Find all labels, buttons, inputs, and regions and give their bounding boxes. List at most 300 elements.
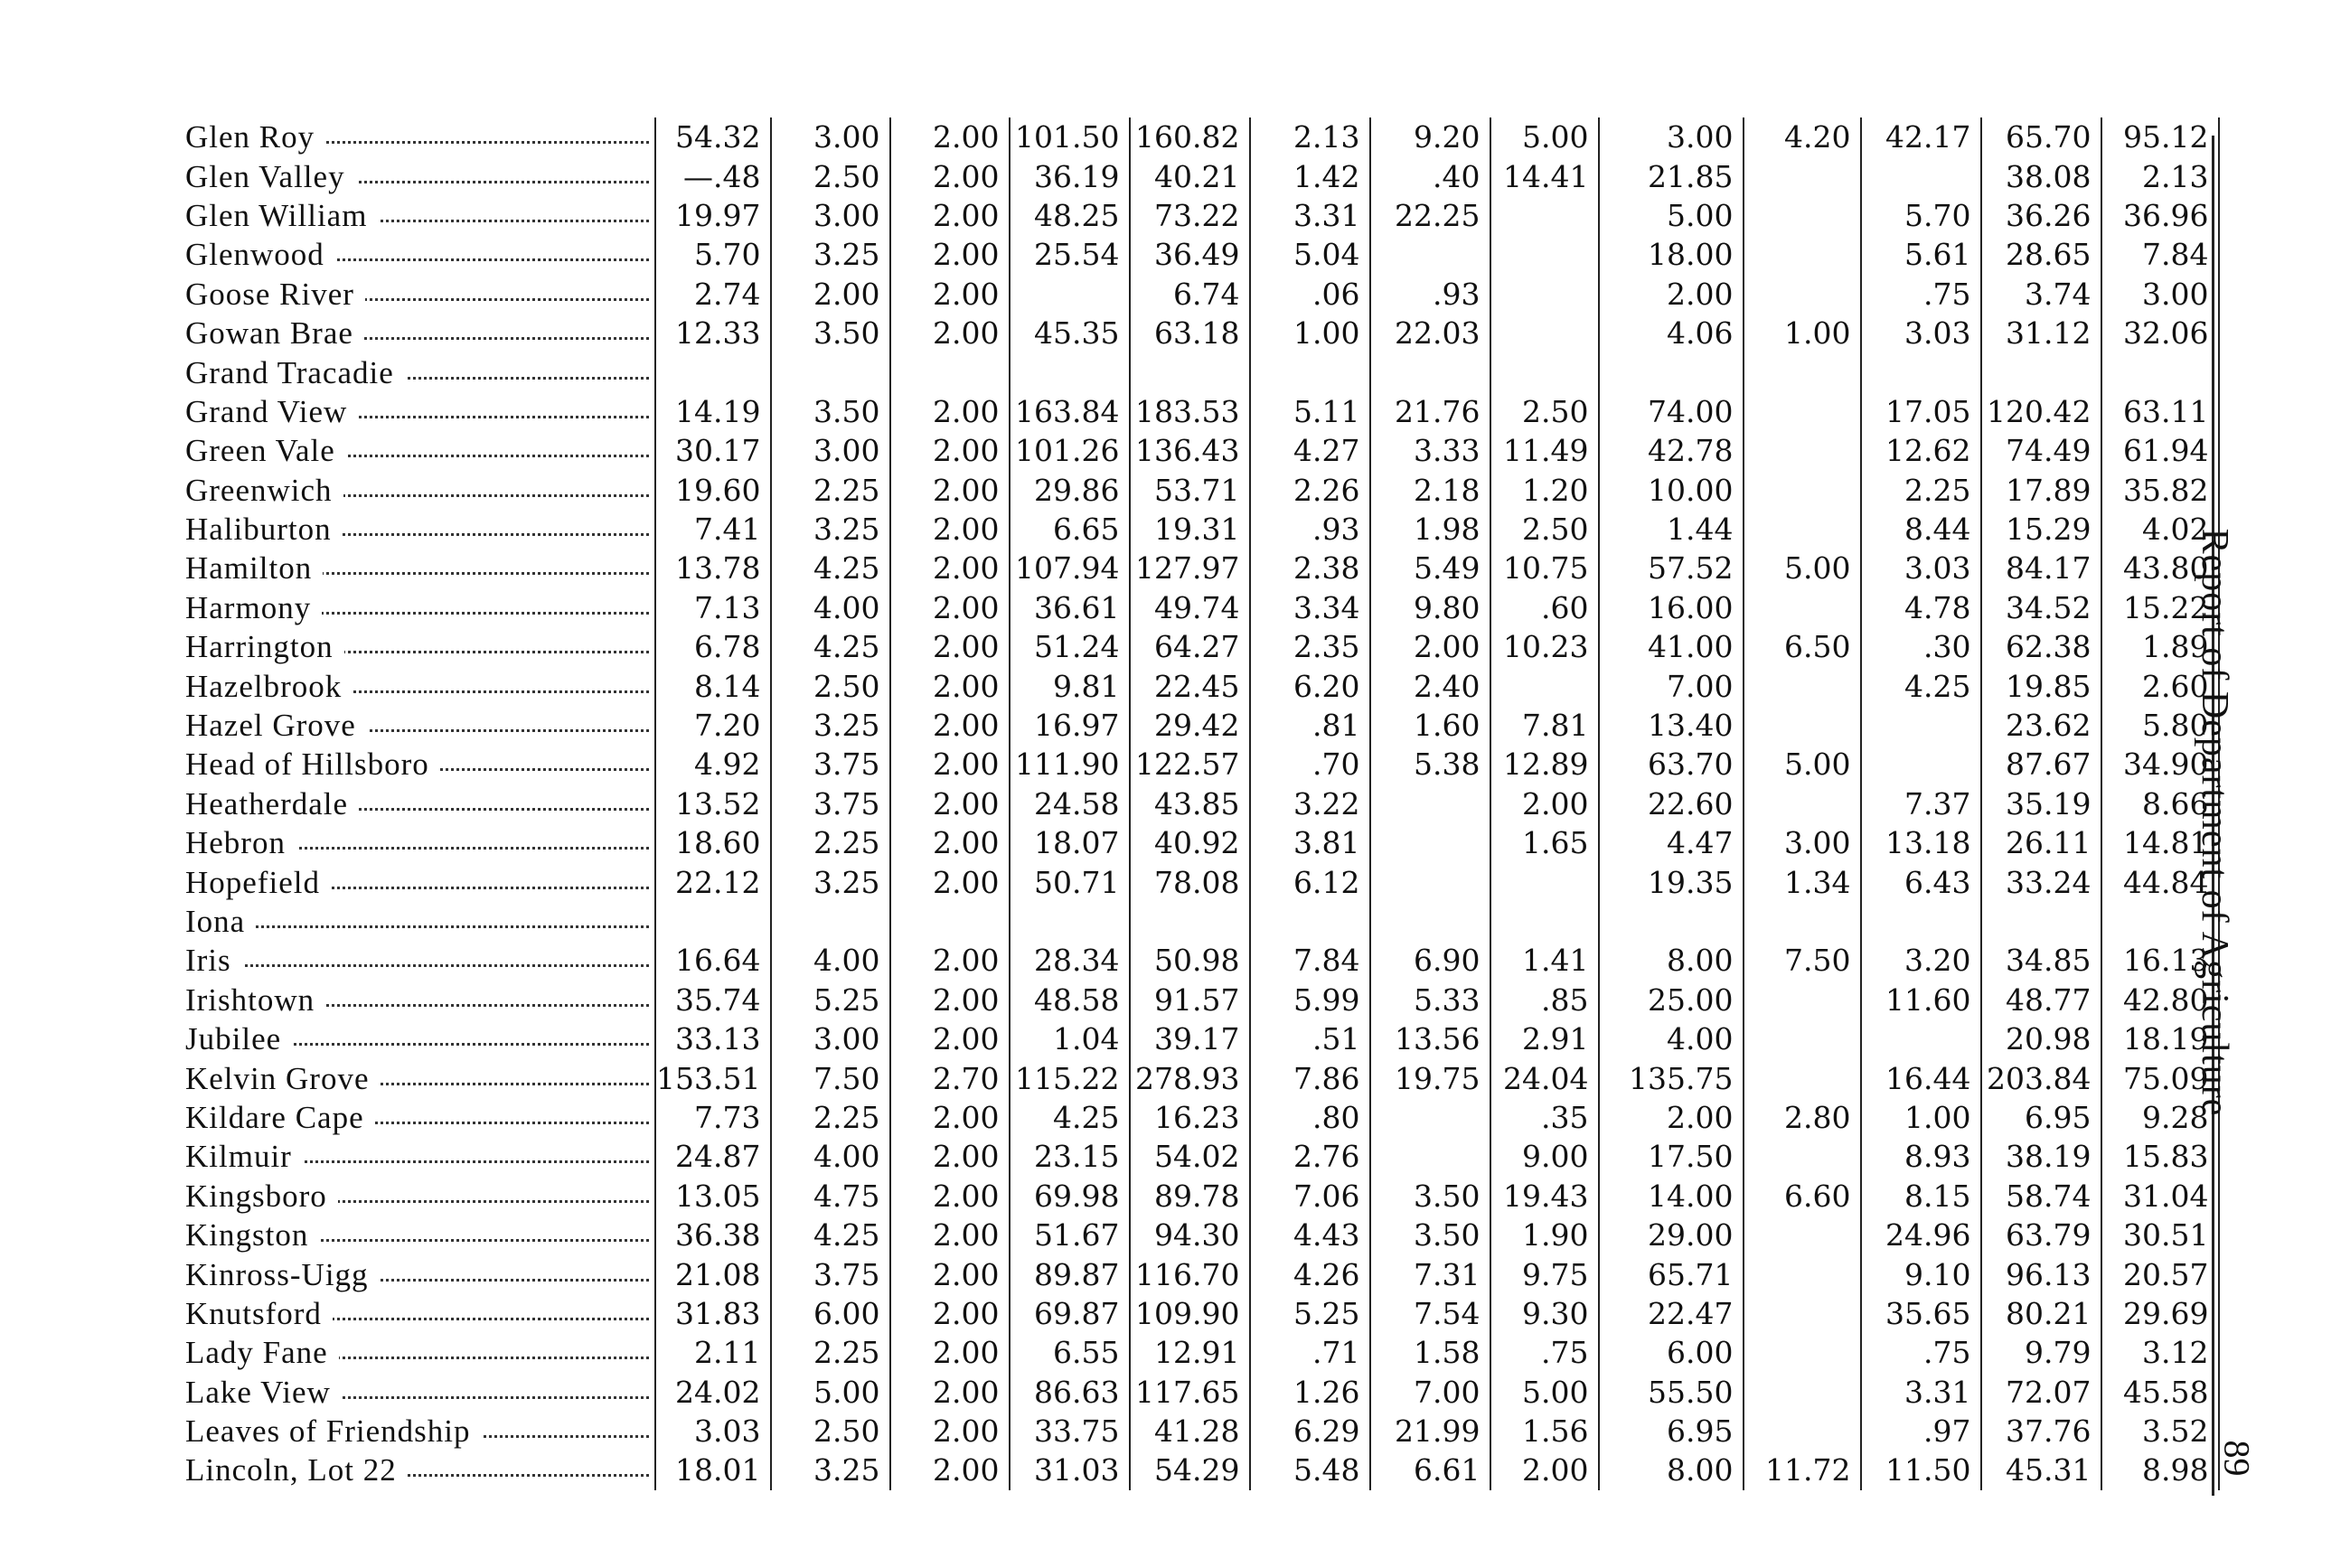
row-label-cell [185,1177,655,1216]
value-cell: 2.00 [890,666,1010,705]
row-label: Harmony [185,590,322,625]
table-row [185,862,2219,901]
value-cell: 1.58 [1370,1333,1490,1372]
value-cell: 1.56 [1490,1412,1599,1451]
dot-leader [185,943,654,979]
row-label: Greenwich [185,473,343,508]
value-cell: 1.00 [1250,314,1370,352]
value-cell [655,902,771,941]
value-cell: 9.75 [1490,1254,1599,1293]
value-cell: 6.60 [1744,1177,1861,1216]
value-cell: 160.82 [1130,117,1250,156]
value-cell: 6.55 [1010,1333,1130,1372]
value-cell: 7.54 [1370,1294,1490,1333]
value-cell [1744,156,1861,195]
value-cell: 3.75 [771,1254,890,1293]
value-cell: .93 [1370,275,1490,314]
value-cell: 8.14 [655,666,771,705]
value-cell [1744,981,1861,1019]
row-label: Heatherdale [185,786,359,822]
value-cell [1744,471,1861,510]
value-cell [1744,275,1861,314]
value-cell: 43.85 [1130,784,1250,823]
value-cell: 16.64 [655,941,771,980]
value-cell: 91.57 [1130,981,1250,1019]
value-cell: 7.50 [771,1058,890,1097]
row-label-cell [185,1333,655,1372]
value-cell: 4.25 [1010,1098,1130,1137]
row-label: Kildare Cape [185,1100,375,1135]
value-cell: 2.50 [1490,510,1599,549]
value-cell: 2.00 [890,1254,1010,1293]
value-cell: 2.00 [890,862,1010,901]
value-cell: 61.94 [2101,431,2219,470]
row-label: Iona [185,904,256,939]
value-cell: 3.25 [771,1451,890,1489]
value-cell: 7.84 [2101,235,2219,274]
value-cell: 2.18 [1370,471,1490,510]
value-cell: 19.31 [1130,510,1250,549]
dot-leader [185,315,654,352]
row-label-cell [185,902,655,941]
value-cell: 35.74 [655,981,771,1019]
value-cell: 16.23 [1130,1098,1250,1137]
value-cell [1861,156,1981,195]
value-cell: 1.34 [1744,862,1861,901]
value-cell: 120.42 [1981,392,2101,431]
dot-leader [185,1099,654,1135]
dot-leader [185,433,654,469]
value-cell: 3.00 [1599,117,1744,156]
value-cell [890,902,1010,941]
row-label-cell [185,862,655,901]
value-cell: 5.33 [1370,981,1490,1019]
value-cell: 35.19 [1981,784,2101,823]
row-label: Hazel Grove [185,708,367,743]
table-row [185,549,2219,587]
value-cell: 5.00 [1744,745,1861,784]
value-cell: 87.67 [1981,745,2101,784]
value-cell: 5.00 [771,1373,890,1412]
value-cell: 53.71 [1130,471,1250,510]
value-cell: 7.31 [1370,1254,1490,1293]
value-cell: 115.22 [1010,1058,1130,1097]
value-cell: 37.76 [1981,1412,2101,1451]
value-cell: .40 [1370,156,1490,195]
value-cell: 2.60 [2101,666,2219,705]
value-cell: 6.12 [1250,862,1370,901]
value-cell: 22.45 [1130,666,1250,705]
dot-leader [185,708,654,744]
table-row [185,627,2219,666]
value-cell [771,902,890,941]
value-cell: 11.72 [1744,1451,1861,1489]
value-cell: 4.00 [1599,1019,1744,1058]
row-label: Hazelbrook [185,669,352,704]
value-cell: 7.06 [1250,1177,1370,1216]
value-cell: 35.65 [1861,1294,1981,1333]
value-cell: 7.20 [655,706,771,745]
value-cell: 3.12 [2101,1333,2219,1372]
value-cell: .85 [1490,981,1599,1019]
value-cell: 7.37 [1861,784,1981,823]
table-row [185,156,2219,195]
value-cell: 4.26 [1250,1254,1370,1293]
value-cell: 38.08 [1981,156,2101,195]
value-cell: 122.57 [1130,745,1250,784]
table-row [185,392,2219,431]
row-label-cell [185,1058,655,1097]
value-cell: 2.00 [890,1216,1010,1254]
side-title [2187,461,2242,1184]
table-row [185,1333,2219,1372]
value-cell: .35 [1490,1098,1599,1137]
value-cell: 2.00 [890,1294,1010,1333]
table-row [185,235,2219,274]
dot-leader [185,158,654,194]
value-cell: 5.25 [1250,1294,1370,1333]
value-cell: 10.75 [1490,549,1599,587]
value-cell: 65.71 [1599,1254,1744,1293]
value-cell [1861,352,1981,391]
value-cell [1370,352,1490,391]
value-cell: 5.38 [1370,745,1490,784]
value-cell: 57.52 [1599,549,1744,587]
value-cell: 2.25 [1861,471,1981,510]
value-cell: 3.25 [771,510,890,549]
row-label: Kelvin Grove [185,1061,380,1096]
value-cell: 33.24 [1981,862,2101,901]
value-cell [1250,902,1370,941]
value-cell: .71 [1250,1333,1370,1372]
value-cell: 4.75 [771,1177,890,1216]
value-cell: 11.60 [1861,981,1981,1019]
value-cell: 1.89 [2101,627,2219,666]
row-label-cell [185,784,655,823]
value-cell: 11.49 [1490,431,1599,470]
value-cell: 101.50 [1010,117,1130,156]
dot-leader [185,1454,654,1486]
value-cell [1490,666,1599,705]
value-cell: 111.90 [1010,745,1130,784]
value-cell [1370,862,1490,901]
row-label-cell [185,981,655,1019]
value-cell: 6.95 [1599,1412,1744,1451]
value-cell: 7.13 [655,588,771,627]
value-cell: 50.71 [1010,862,1130,901]
row-label-cell [185,1098,655,1137]
value-cell: 5.00 [1490,1373,1599,1412]
value-cell: 89.87 [1010,1254,1130,1293]
value-cell: .97 [1861,1412,1981,1451]
value-cell: 2.13 [1250,117,1370,156]
value-cell: 127.97 [1130,549,1250,587]
row-label: Gowan Brae [185,315,364,351]
value-cell: 2.50 [1490,392,1599,431]
value-cell [1744,1373,1861,1412]
value-cell: 16.00 [1599,588,1744,627]
value-cell: 203.84 [1981,1058,2101,1097]
value-cell: 2.00 [890,823,1010,862]
value-cell: 94.30 [1130,1216,1250,1254]
value-cell: .51 [1250,1019,1370,1058]
value-cell: 2.00 [890,1451,1010,1489]
value-cell [1744,1058,1861,1097]
value-cell: 20.98 [1981,1019,2101,1058]
dot-leader [185,550,654,587]
value-cell: 3.03 [655,1412,771,1451]
value-cell: 3.00 [1744,823,1861,862]
value-cell: 2.80 [1744,1098,1861,1137]
value-cell: 7.41 [655,510,771,549]
value-cell: 54.02 [1130,1137,1250,1176]
value-cell: 24.58 [1010,784,1130,823]
value-cell [1861,706,1981,745]
value-cell [1490,235,1599,274]
row-label: Iris [185,943,242,978]
value-cell: 2.00 [890,510,1010,549]
table-row [185,745,2219,784]
row-label-cell [185,117,655,156]
value-cell: 3.03 [1861,314,1981,352]
value-cell: 2.50 [771,666,890,705]
value-cell: 86.63 [1010,1373,1130,1412]
row-label-cell [185,706,655,745]
value-cell [655,352,771,391]
row-label: Hebron [185,825,296,860]
row-label-cell [185,823,655,862]
value-cell: 3.22 [1250,784,1370,823]
value-cell: 5.70 [655,235,771,274]
value-cell: 3.31 [1250,196,1370,235]
value-cell: 19.75 [1370,1058,1490,1097]
value-cell: 5.11 [1250,392,1370,431]
value-cell: 42.80 [2101,981,2219,1019]
row-label-cell [185,1137,655,1176]
value-cell: 6.50 [1744,627,1861,666]
value-cell: 40.21 [1130,156,1250,195]
value-cell: 2.50 [771,156,890,195]
value-cell [1010,902,1130,941]
value-cell: 278.93 [1130,1058,1250,1097]
value-cell: 51.24 [1010,627,1130,666]
value-cell: 4.00 [771,1137,890,1176]
value-cell: 4.20 [1744,117,1861,156]
value-cell: 183.53 [1130,392,1250,431]
value-cell: 24.87 [655,1137,771,1176]
value-cell: 2.00 [890,1098,1010,1137]
dot-leader [185,1060,654,1096]
value-cell: 2.00 [890,627,1010,666]
row-label: Jubilee [185,1021,292,1056]
value-cell: 13.52 [655,784,771,823]
value-cell: 20.57 [2101,1254,2219,1293]
value-cell: 3.20 [1861,941,1981,980]
value-cell: 13.56 [1370,1019,1490,1058]
value-cell: 16.97 [1010,706,1130,745]
value-cell: 13.05 [655,1177,771,1216]
dot-leader [185,746,654,783]
dot-leader [185,354,654,390]
value-cell: 6.90 [1370,941,1490,980]
value-cell: 1.20 [1490,471,1599,510]
value-cell: 7.00 [1370,1373,1490,1412]
value-cell: 6.78 [655,627,771,666]
value-cell: 34.52 [1981,588,2101,627]
row-label: Grand Tracadie [185,355,405,390]
value-cell: 10.23 [1490,627,1599,666]
value-cell: 2.00 [890,706,1010,745]
value-cell: .70 [1250,745,1370,784]
value-cell: 5.80 [2101,706,2219,745]
value-cell: 2.00 [890,745,1010,784]
value-cell: 9.28 [2101,1098,2219,1137]
value-cell: 22.47 [1599,1294,1744,1333]
ledger-table [185,117,2220,1490]
value-cell [1744,196,1861,235]
value-cell: 12.91 [1130,1333,1250,1372]
value-cell: 2.00 [890,1177,1010,1216]
value-cell [1250,352,1370,391]
value-cell: —.48 [655,156,771,195]
value-cell [1744,706,1861,745]
value-cell: 24.96 [1861,1216,1981,1254]
row-label-cell [185,275,655,314]
value-cell: 73.22 [1130,196,1250,235]
value-cell: 21.76 [1370,392,1490,431]
value-cell: 5.70 [1861,196,1981,235]
value-cell: 2.00 [890,941,1010,980]
value-cell [1010,275,1130,314]
value-cell: 58.74 [1981,1177,2101,1216]
value-cell [1744,902,1861,941]
value-cell: 19.85 [1981,666,2101,705]
value-cell: 12.62 [1861,431,1981,470]
value-cell: 69.87 [1010,1294,1130,1333]
value-cell: 2.00 [890,588,1010,627]
value-cell: 2.50 [771,1412,890,1451]
table-row [185,1058,2219,1097]
value-cell: 5.00 [1599,196,1744,235]
dot-leader [185,474,654,506]
row-label-cell [185,1412,655,1451]
value-cell: 34.85 [1981,941,2101,980]
value-cell: 22.25 [1370,196,1490,235]
value-cell: 2.00 [890,1412,1010,1451]
value-cell: 22.60 [1599,784,1744,823]
value-cell: 2.00 [890,784,1010,823]
value-cell: 4.06 [1599,314,1744,352]
value-cell: 19.35 [1599,862,1744,901]
value-cell: 69.98 [1010,1177,1130,1216]
value-cell: 42.17 [1861,117,1981,156]
value-cell [1599,902,1744,941]
value-cell: 51.67 [1010,1216,1130,1254]
value-cell: 3.52 [2101,1412,2219,1451]
table-row [185,1216,2219,1254]
row-label: Grand View [185,394,358,429]
value-cell: .30 [1861,627,1981,666]
row-label: Glen Valley [185,159,356,194]
table-row [185,1177,2219,1216]
value-cell: 18.19 [2101,1019,2219,1058]
value-cell: 2.74 [655,275,771,314]
row-label-cell [185,314,655,352]
value-cell: 153.51 [655,1058,771,1097]
row-label-cell [185,1216,655,1254]
value-cell [1599,352,1744,391]
dot-leader [185,1219,654,1251]
row-label: Kilmuir [185,1139,303,1174]
value-cell: 3.25 [771,706,890,745]
value-cell: 2.70 [890,1058,1010,1097]
dot-leader [185,827,654,859]
table-row [185,471,2219,510]
value-cell: 44.84 [2101,862,2219,901]
dot-leader [185,121,654,153]
dot-leader [185,197,654,233]
value-cell: 28.65 [1981,235,2101,274]
value-cell: 7.50 [1744,941,1861,980]
value-cell [1744,392,1861,431]
value-cell [1744,1216,1861,1254]
value-cell: 5.00 [1490,117,1599,156]
row-label-cell [185,745,655,784]
value-cell: 3.00 [771,196,890,235]
value-cell: 2.00 [1599,1098,1744,1137]
row-label-cell [185,1254,655,1293]
value-cell: 2.00 [890,431,1010,470]
value-cell: 3.50 [771,314,890,352]
value-cell: 163.84 [1010,392,1130,431]
value-cell: 48.25 [1010,196,1130,235]
value-cell: 30.51 [2101,1216,2219,1254]
value-cell: 48.58 [1010,981,1130,1019]
value-cell: .75 [1861,275,1981,314]
row-label: Irishtown [185,982,325,1018]
value-cell: 42.78 [1599,431,1744,470]
value-cell: 63.70 [1599,745,1744,784]
value-cell: 2.00 [890,1333,1010,1372]
value-cell: 19.97 [655,196,771,235]
value-cell: .81 [1250,706,1370,745]
value-cell: 31.83 [655,1294,771,1333]
value-cell [1370,1137,1490,1176]
value-cell [1744,666,1861,705]
table-row [185,1098,2219,1137]
value-cell: 43.80 [2101,549,2219,587]
value-cell: 2.40 [1370,666,1490,705]
value-cell: 1.00 [1744,314,1861,352]
value-cell: 14.19 [655,392,771,431]
value-cell: 72.07 [1981,1373,2101,1412]
value-cell [1490,352,1599,391]
value-cell: 4.25 [771,627,890,666]
row-label-cell [185,1373,655,1412]
value-cell: 2.11 [655,1333,771,1372]
value-cell [771,352,890,391]
value-cell: 13.78 [655,549,771,587]
value-cell: 4.43 [1250,1216,1370,1254]
value-cell: 3.74 [1981,275,2101,314]
value-cell: 25.54 [1010,235,1130,274]
row-label-cell [185,196,655,235]
value-cell: 117.65 [1130,1373,1250,1412]
table-row [185,196,2219,235]
value-cell: 8.98 [2101,1451,2219,1489]
value-cell: 16.13 [2101,941,2219,980]
value-cell: 3.81 [1250,823,1370,862]
